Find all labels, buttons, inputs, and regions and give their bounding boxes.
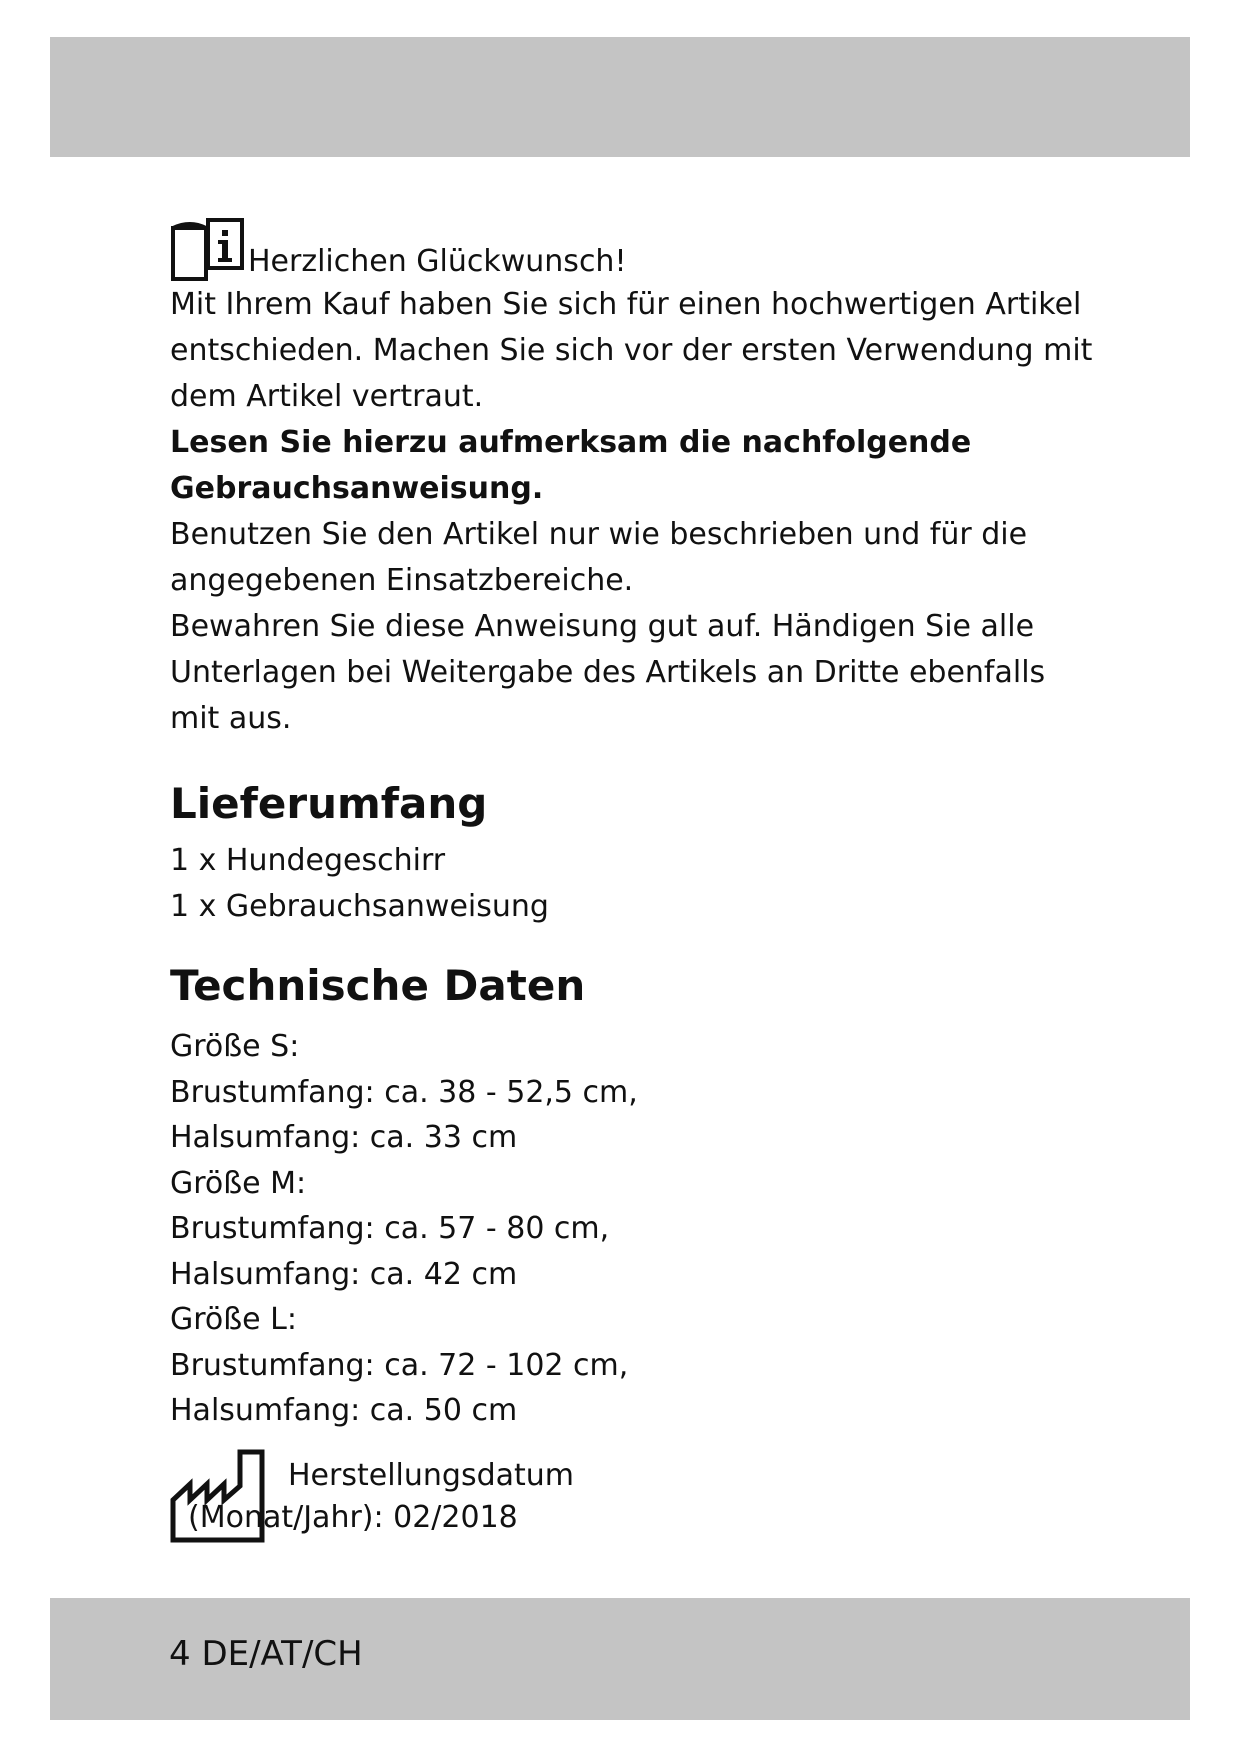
delivery-heading: Lieferumfang bbox=[170, 779, 488, 828]
neck-measure: Halsumfang: ca. 33 cm bbox=[170, 1120, 518, 1155]
chest-measure: Brustumfang: ca. 38 - 52,5 cm, bbox=[170, 1074, 638, 1110]
technical-section bbox=[170, 958, 1110, 1434]
intro-line: Benutzen Sie den Artikel nur wie beschrieben und für die bbox=[170, 517, 1028, 552]
chest-measure: Brustumfang: ca. 57 - 80 cm, bbox=[170, 1211, 610, 1246]
intro-line: Bewahren Sie diese Anweisung gut auf. Händigen Sie alle bbox=[170, 609, 1035, 644]
neck-measure: Halsumfang: ca. 50 cm bbox=[170, 1393, 518, 1428]
technical-list bbox=[170, 1024, 1110, 1434]
read-instructions-icon bbox=[170, 216, 246, 282]
chest-measure: Brustumfang: ca. 72 - 102 cm, bbox=[170, 1347, 629, 1383]
manufacture-label: Herstellungsdatum bbox=[288, 1457, 574, 1493]
manufacture-date bbox=[170, 1448, 1110, 1548]
intro-line: entschieden. Machen Sie sich vor der ersten Verwendung mit bbox=[170, 333, 1093, 368]
intro-line: Unterlagen bei Weitergabe des Artikels an Dritte ebenfalls bbox=[170, 655, 1046, 690]
manufacture-value: (Monat/Jahr): 02/2018 bbox=[188, 1499, 518, 1535]
intro-line: angegebenen Einsatzbereiche. bbox=[170, 563, 634, 598]
list-item: 1 x Hundegeschirr bbox=[170, 843, 446, 878]
size-label: Größe L: bbox=[170, 1302, 297, 1337]
intro-line: mit aus. bbox=[170, 701, 292, 736]
intro-line: dem Artikel vertraut. bbox=[170, 379, 484, 414]
page-number-label: 4 DE/AT/CH bbox=[169, 1634, 363, 1674]
intro-bold-line: Lesen Sie hierzu aufmerksam die nachfolgende bbox=[170, 425, 972, 460]
page-content bbox=[170, 212, 1110, 1548]
size-label: Größe M: bbox=[170, 1165, 307, 1201]
delivery-section bbox=[170, 776, 1110, 930]
neck-measure: Halsumfang: ca. 42 cm bbox=[170, 1256, 518, 1292]
delivery-list bbox=[170, 838, 1110, 930]
size-label: Größe S: bbox=[170, 1029, 300, 1064]
footer-band bbox=[50, 1598, 1190, 1720]
intro-title: Herzlichen Glückwunsch! bbox=[248, 244, 627, 279]
intro-line: Mit Ihrem Kauf haben Sie sich für einen hochwertigen Artikel bbox=[170, 287, 1082, 322]
list-item: 1 x Gebrauchsanweisung bbox=[170, 889, 549, 924]
technical-heading: Technische Daten bbox=[170, 961, 586, 1010]
intro-bold-line: Gebrauchsanweisung. bbox=[170, 471, 544, 506]
intro-title-row bbox=[170, 212, 1110, 282]
header-band bbox=[50, 37, 1190, 157]
